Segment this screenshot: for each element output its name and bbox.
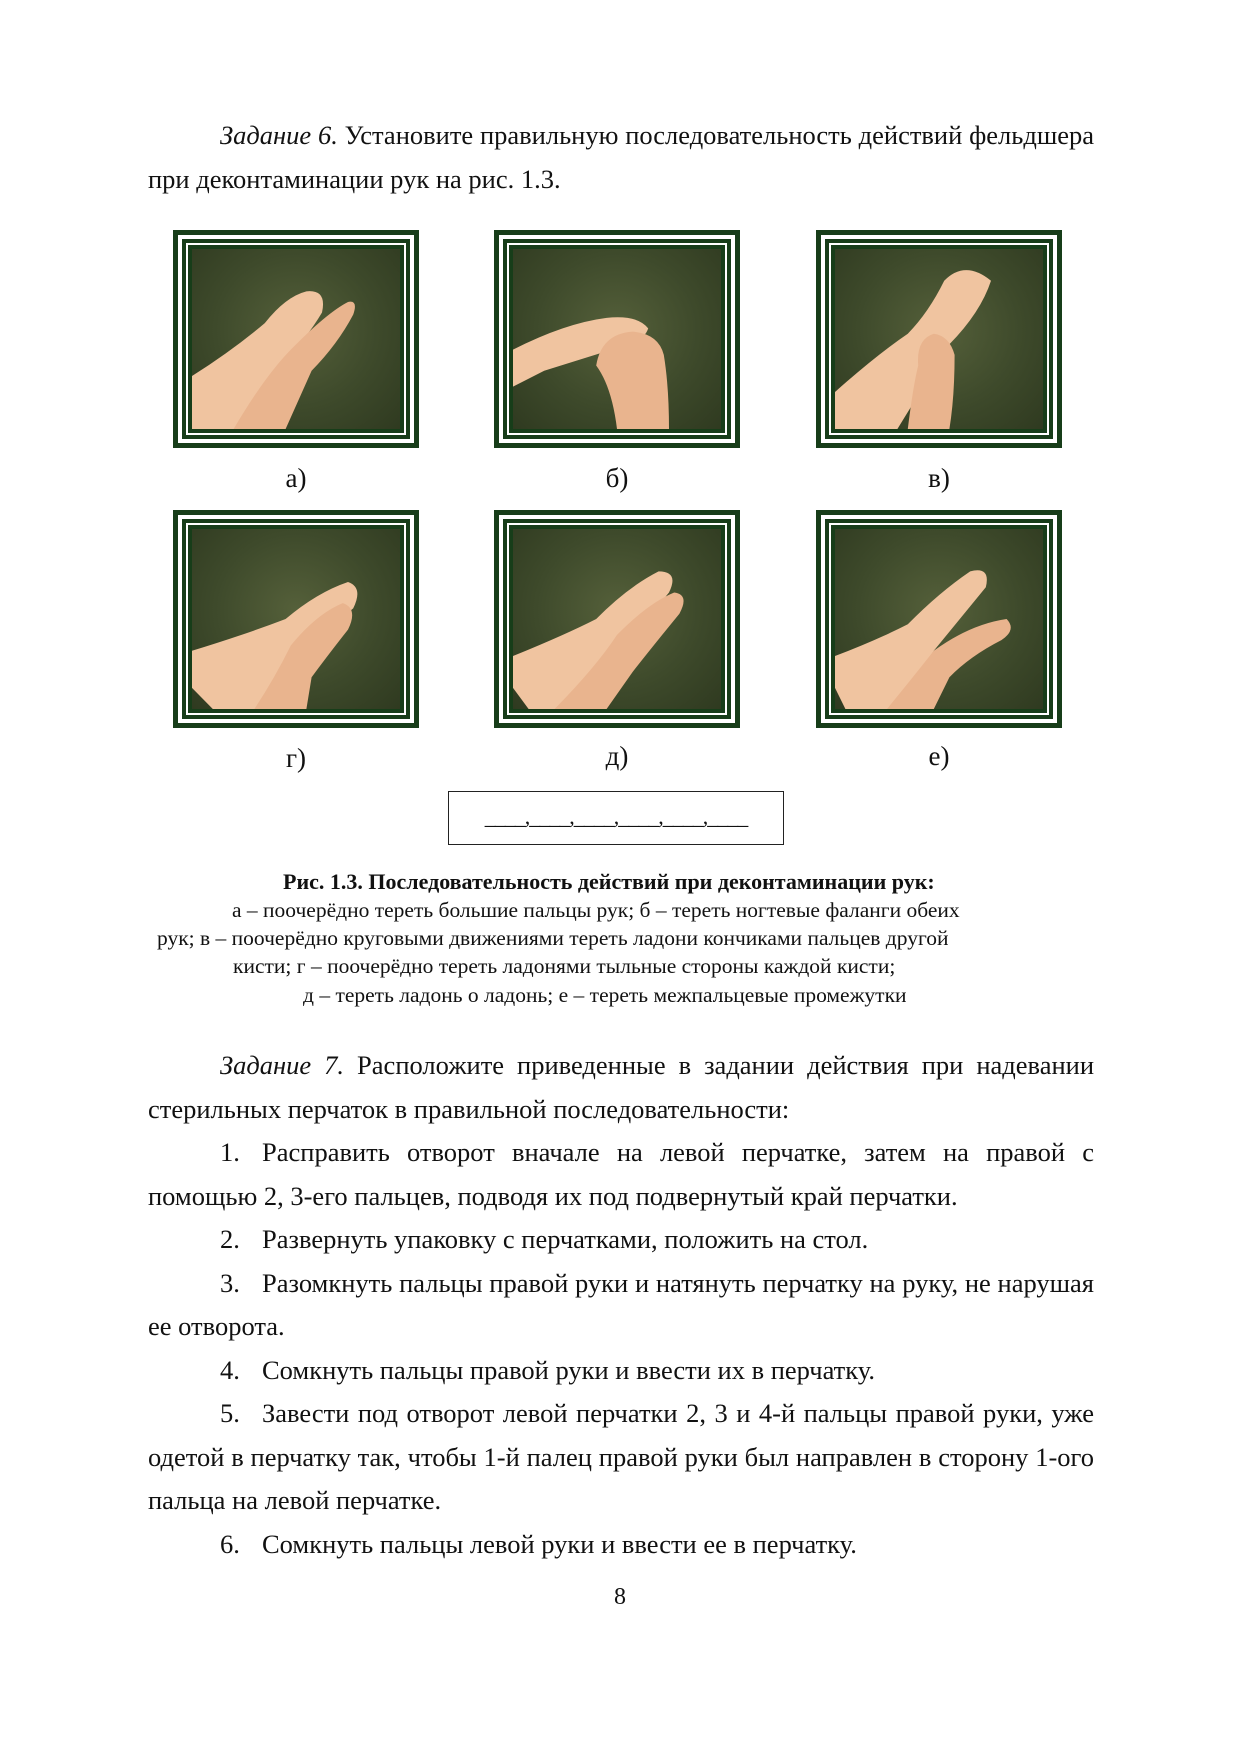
hand-wash-photo-icon	[513, 249, 721, 429]
hand-wash-photo-icon	[192, 529, 400, 709]
hand-wash-photo-icon	[513, 529, 721, 709]
figure-caption-line: д – тереть ладонь о ладонь; е – тереть межпальцевые промежутки	[303, 983, 907, 1007]
list-item	[148, 1349, 1094, 1393]
list-item-number: 2.	[220, 1224, 240, 1254]
figure-v	[816, 230, 1062, 448]
figure-a	[173, 230, 419, 448]
figure-label-a: а)	[285, 463, 307, 493]
list-item-text: Развернуть упаковку с перчатками, положить на стол.	[262, 1224, 869, 1254]
task-6-title: Задание 6.	[220, 120, 338, 150]
task-6-text: Установите правильную последовательность действий фельдшера при деконтаминации рук на рис. 1.3.	[148, 120, 1094, 194]
answer-blank-box[interactable]: ____,____,____,____,____,____	[448, 791, 784, 845]
list-item-number: 3.	[220, 1267, 240, 1298]
figure-caption-line: кисти; г – поочерёдно тереть ладонями тыльные стороны каждой кисти;	[233, 954, 896, 978]
list-item-text: Завести под отворот левой перчатки 2, 3 и 4-й пальцы правой руки, уже одетой в перчатку так, чтобы 1-й палец правой руки был направлен в сторону 1-ого пальца на левой перчатке.	[148, 1398, 1094, 1515]
figure-caption-line: рук; в – поочерёдно круговыми движениями тереть ладони кончиками пальцев другой	[157, 926, 949, 950]
figure-e	[816, 510, 1062, 728]
page-number: 8	[614, 1584, 626, 1610]
list-item-number: 4.	[220, 1354, 240, 1385]
list-item-number: 1.	[220, 1137, 240, 1167]
hand-wash-photo-icon	[192, 249, 400, 429]
figure-label-b: б)	[605, 463, 629, 493]
hand-wash-photo-icon	[835, 249, 1043, 429]
list-item-number: 6.	[220, 1528, 240, 1559]
figure-b	[494, 230, 740, 448]
list-item	[148, 1262, 1094, 1349]
list-item-text: Сомкнуть пальцы левой руки и ввести ее в перчатку.	[262, 1528, 857, 1559]
figure-label-v: в)	[928, 463, 950, 493]
figure-label-g: г)	[285, 743, 307, 773]
figure-label-d: д)	[605, 741, 629, 771]
list-item-text: Сомкнуть пальцы правой руки и ввести их в перчатку.	[262, 1354, 875, 1385]
figure-caption-line: а – поочерёдно тереть большие пальцы рук; б – тереть ногтевые фаланги обеих	[232, 898, 960, 922]
list-item	[148, 1392, 1094, 1523]
task-7-paragraph	[148, 1043, 1094, 1131]
list-item	[148, 1523, 1094, 1567]
task-6-paragraph	[148, 113, 1094, 201]
list-item	[148, 1131, 1094, 1218]
figure-label-e: е)	[928, 741, 950, 771]
list-item	[148, 1218, 1094, 1262]
glove-steps-list	[148, 1131, 1094, 1566]
list-item-text: Расправить отворот вначале на левой перчатке, затем на правой с помощью 2, 3-его пальцев, подводя их под подвернутый край перчатки.	[148, 1137, 1094, 1211]
list-item-number: 5.	[220, 1398, 240, 1428]
figure-g	[173, 510, 419, 728]
hand-wash-photo-icon	[835, 529, 1043, 709]
task-7-text: Расположите приведенные в задании действия при надевании стерильных перчаток в правильной последовательности:	[148, 1050, 1095, 1124]
figure-caption-title: Рис. 1.3. Последовательность действий при деконтаминации рук:	[283, 869, 935, 894]
figure-d	[494, 510, 740, 728]
task-7-title: Задание 7.	[220, 1050, 345, 1080]
list-item-text: Разомкнуть пальцы правой руки и натянуть перчатку на руку, не нарушая ее отворота.	[148, 1267, 1094, 1341]
